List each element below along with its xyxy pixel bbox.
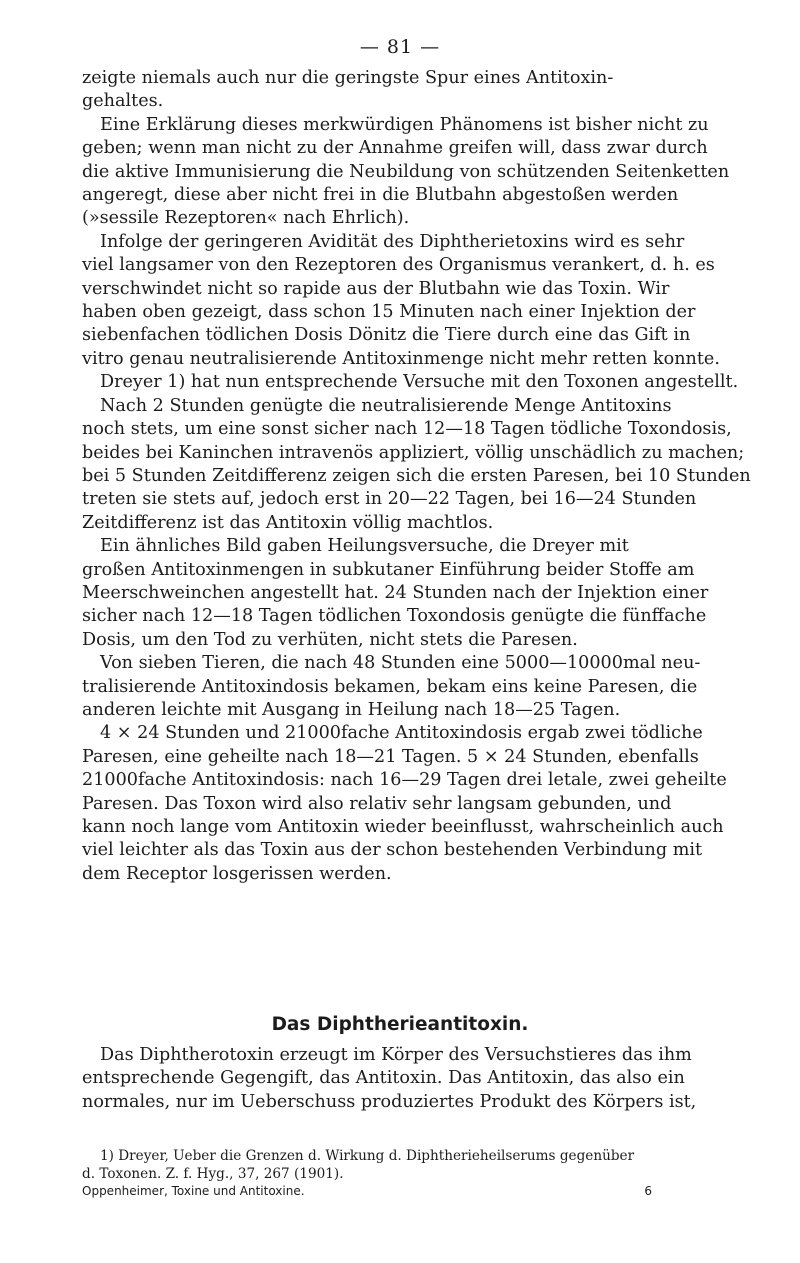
text-line: (»sessile Rezeptoren« nach Ehrlich). bbox=[82, 208, 410, 229]
text-line: vitro genau neutralisierende Antitoxinmenge nicht mehr retten konnte. bbox=[82, 348, 720, 369]
text-line: kann noch lange vom Antitoxin wieder beeinflusst, wahrscheinlich auch bbox=[82, 817, 724, 837]
text-line: treten sie stets auf, jedoch erst in 20—22 Tagen, bei 16—24 Stunden bbox=[82, 489, 697, 510]
text-line: viel langsamer von den Rezeptoren des Organismus verankert, d. h. es bbox=[82, 255, 715, 276]
text-line: Ein ähnliches Bild gaben Heilungsversuche, die Dreyer mit bbox=[100, 536, 629, 557]
text-line: beides bei Kaninchen intravenös appliziert, völlig unschädlich zu machen; bbox=[82, 442, 745, 463]
text-line: sicher nach 12—18 Tagen tödlichen Toxondosis genügte die fünffache bbox=[82, 606, 707, 627]
text-line: normales, nur im Ueberschuss produziertes Produkt des Körpers ist, bbox=[82, 1091, 697, 1112]
text-line: Dreyer 1) hat nun entsprechende Versuche mit den Toxonen angestellt. bbox=[100, 372, 739, 393]
text-line: Zeitdifferenz ist das Antitoxin völlig machtlos. bbox=[82, 512, 494, 533]
text-line: zeigte niemals auch nur die geringste Spur eines Antitoxin- bbox=[82, 68, 614, 88]
text-line: Nach 2 Stunden genügte die neutralisierende Menge Antitoxins bbox=[100, 395, 672, 416]
text-line: Meerschweinchen angestellt hat. 24 Stunden nach der Injektion einer bbox=[82, 582, 709, 603]
text-line: die aktive Immunisierung die Neubildung von schützenden Seitenketten bbox=[82, 161, 730, 182]
text-line: Das Diphtherotoxin erzeugt im Körper des Versuchstieres das ihm bbox=[100, 1045, 692, 1065]
text-line: Von sieben Tieren, die nach 48 Stunden eine 5000—10000mal neu- bbox=[100, 653, 701, 674]
body-text bbox=[82, 67, 751, 886]
signature-number: 6 bbox=[644, 1184, 652, 1198]
text-line: Dosis, um den Tod zu verhüten, nicht stets die Paresen. bbox=[82, 629, 578, 650]
signature-title: Oppenheimer, Toxine und Antitoxine. bbox=[82, 1184, 305, 1198]
signature-line bbox=[82, 1184, 652, 1198]
text-line: bei 5 Stunden Zeitdifferenz zeigen sich die ersten Paresen, bei 10 Stunden bbox=[82, 465, 751, 486]
page-number: — 81 — bbox=[359, 36, 441, 58]
text-line: viel leichter als das Toxin aus der schon bestehenden Verbindung mit bbox=[82, 840, 703, 861]
text-line: Infolge der geringeren Avidität des Diphtherietoxins wird es sehr bbox=[100, 231, 685, 252]
text-line: tralisierende Antitoxindosis bekamen, bekam eins keine Paresen, die bbox=[82, 676, 698, 697]
text-line: dem Receptor losgerissen werden. bbox=[82, 863, 392, 884]
text-line: Eine Erklärung dieses merkwürdigen Phänomens ist bisher nicht zu bbox=[100, 114, 709, 135]
section-heading: Das Diphtherieantitoxin. bbox=[271, 1014, 529, 1035]
text-line: gehaltes. bbox=[82, 91, 164, 112]
text-line: Paresen, eine geheilte nach 18—21 Tagen. 5 × 24 Stunden, ebenfalls bbox=[82, 746, 699, 767]
text-line: noch stets, um eine sonst sicher nach 12—18 Tagen tödliche Toxondosis, bbox=[82, 419, 732, 440]
footnote-line: d. Toxonen. Z. f. Hyg., 37, 267 (1901). bbox=[82, 1166, 344, 1182]
section-text bbox=[82, 1044, 718, 1114]
text-line: 4 × 24 Stunden und 21000fache Antitoxindosis ergab zwei tödliche bbox=[100, 723, 703, 744]
text-line: verschwindet nicht so rapide aus der Blutbahn wie das Toxin. Wir bbox=[82, 278, 670, 299]
text-line: 21000fache Antitoxindosis: nach 16—29 Tagen drei letale, zwei geheilte bbox=[82, 770, 727, 791]
text-line: geben; wenn man nicht zu der Annahme greifen will, dass zwar durch bbox=[82, 138, 708, 159]
text-line: Paresen. Das Toxon wird also relativ sehr langsam gebunden, und bbox=[82, 793, 672, 814]
text-line: siebenfachen tödlichen Dosis Dönitz die Tiere durch eine das Gift in bbox=[82, 325, 691, 346]
text-line: anderen leichte mit Ausgang in Heilung nach 18—25 Tagen. bbox=[82, 699, 621, 720]
footnote bbox=[82, 1147, 718, 1183]
text-line: entsprechende Gegengift, das Antitoxin. Das Antitoxin, das also ein bbox=[82, 1068, 685, 1089]
text-line: angeregt, diese aber nicht frei in die Blutbahn abgestoßen werden bbox=[82, 185, 679, 206]
text-line: großen Antitoxinmengen in subkutaner Einführung beider Stoffe am bbox=[82, 559, 695, 580]
footnote-line: 1) Dreyer, Ueber die Grenzen d. Wirkung d. Diphtherieheilserums gegenüber bbox=[100, 1148, 635, 1164]
text-line: haben oben gezeigt, dass schon 15 Minuten nach einer Injektion der bbox=[82, 302, 696, 323]
